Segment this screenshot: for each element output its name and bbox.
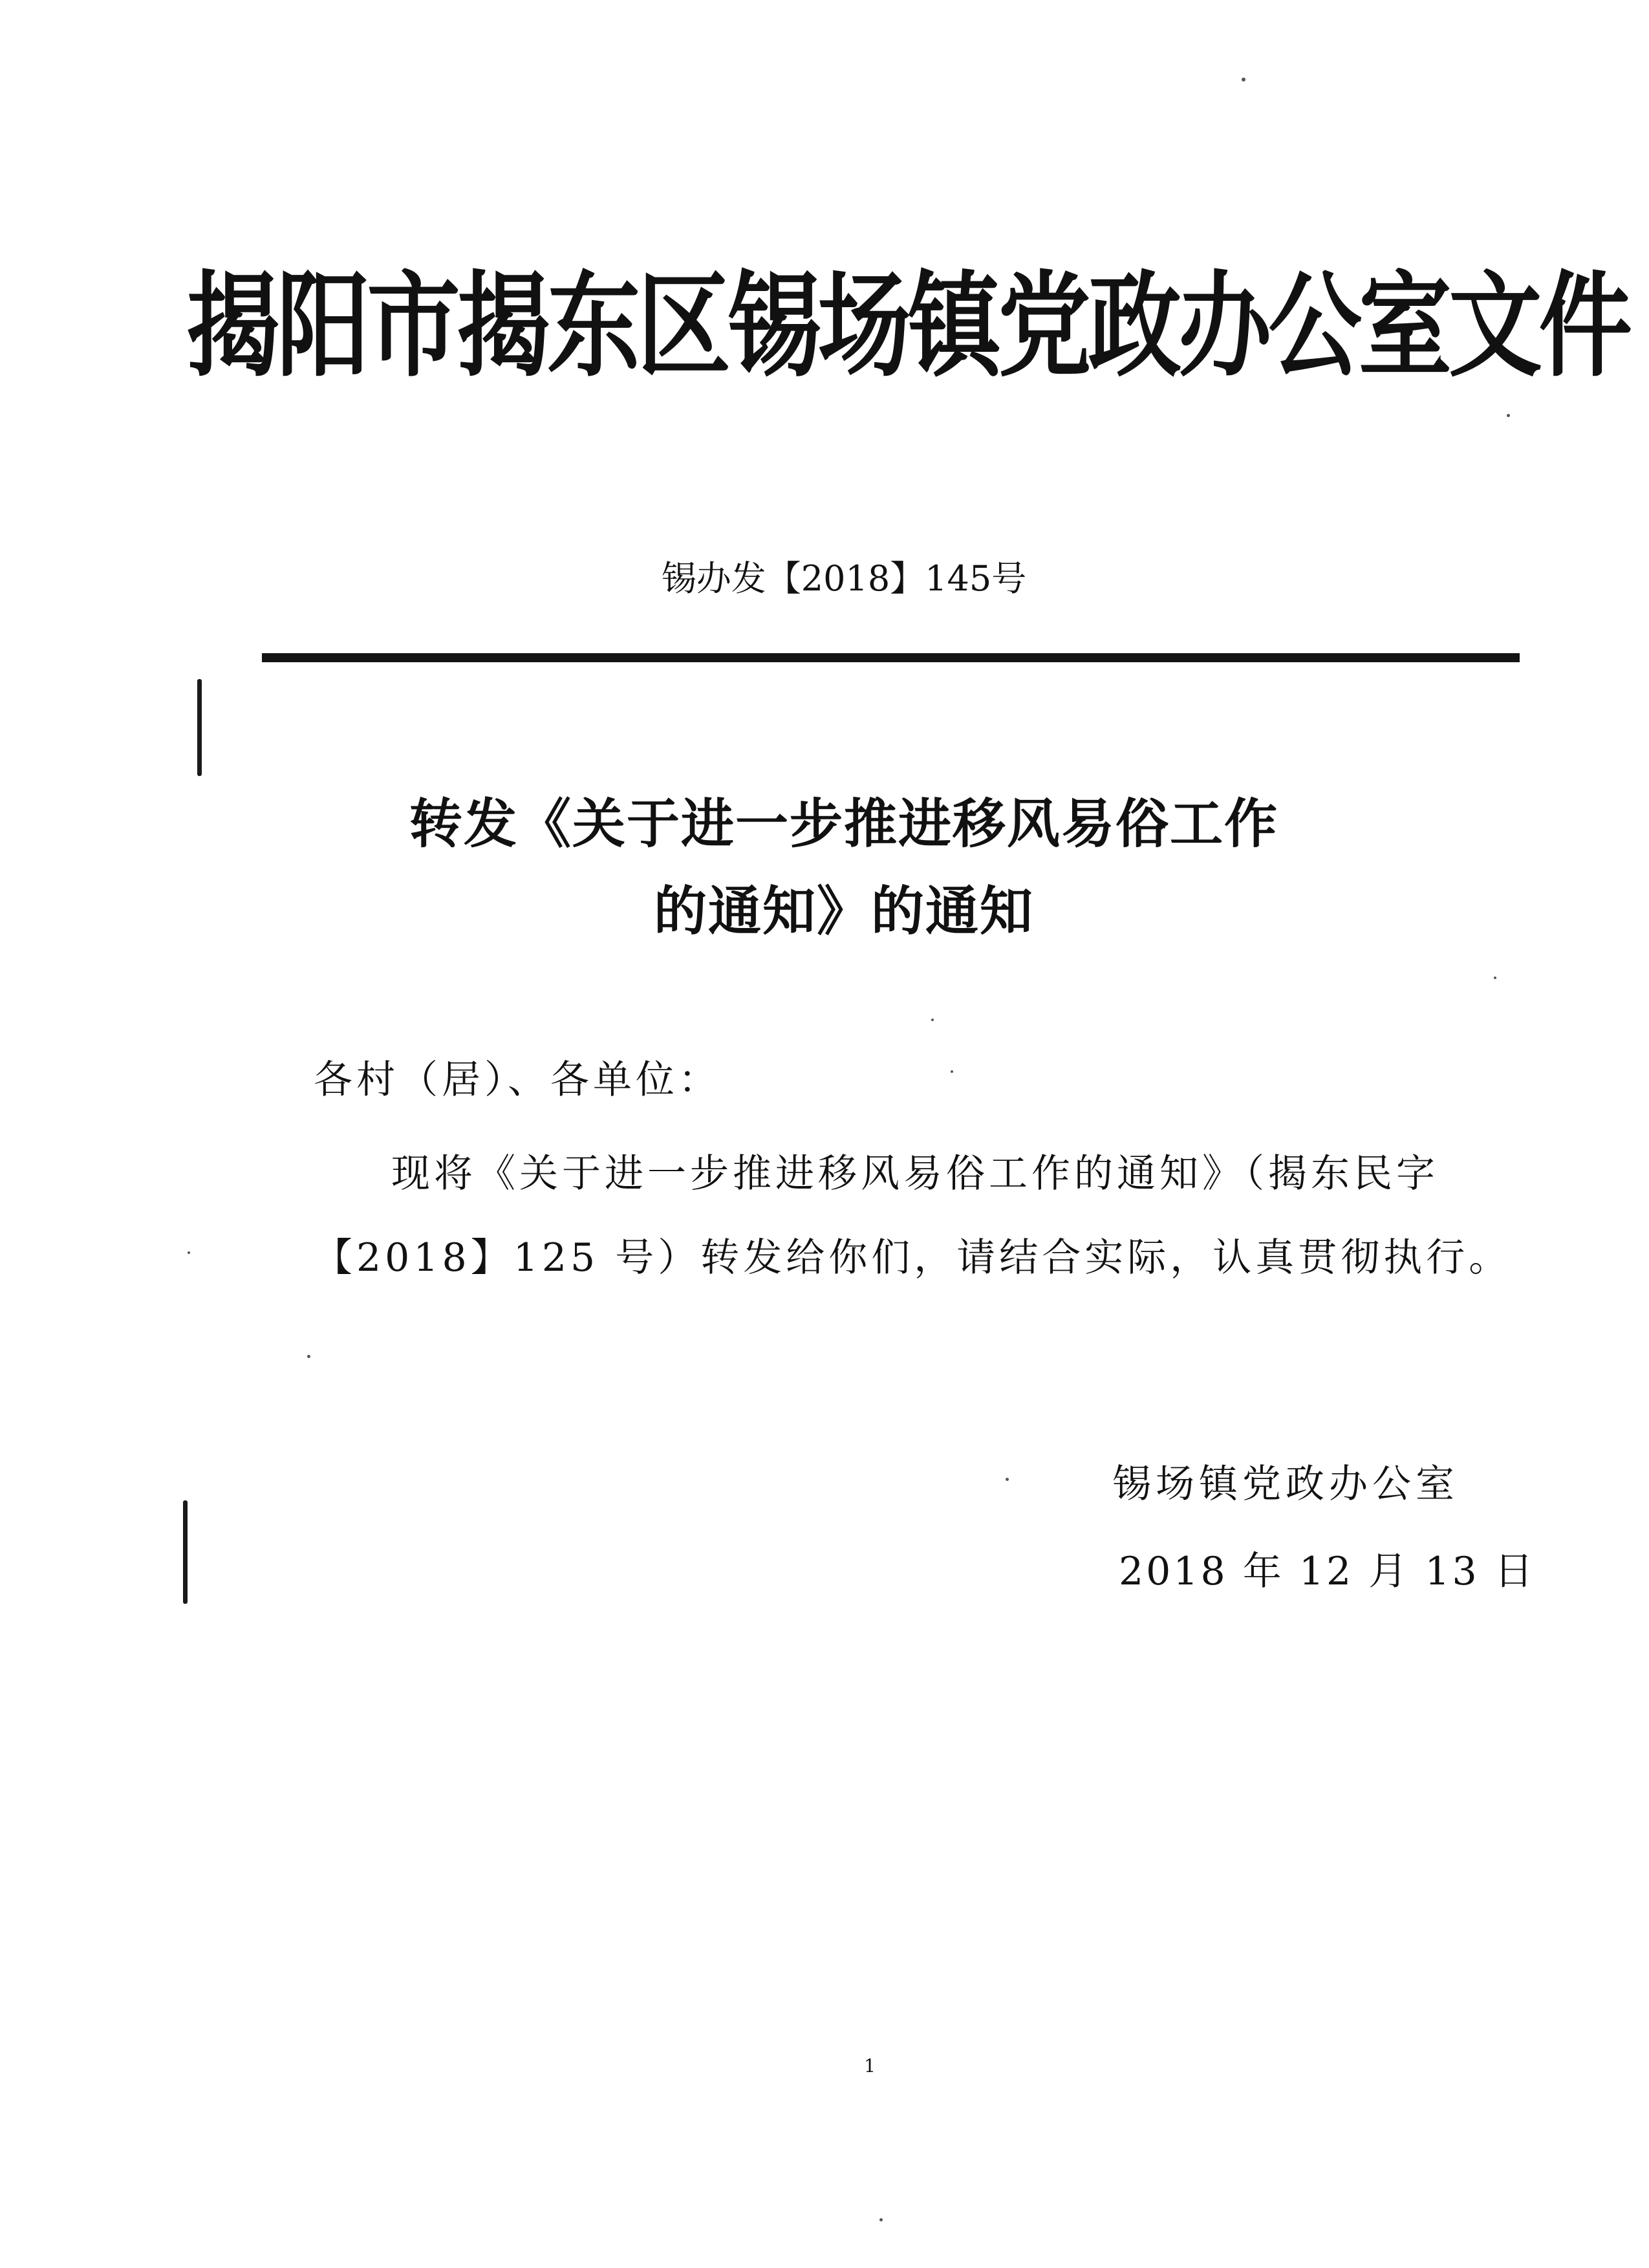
page-number: 1: [864, 2055, 876, 2077]
scan-speck: [879, 2218, 883, 2221]
document-number: 锡办发【2018】145号: [661, 558, 1027, 599]
document-masthead: 揭阳市揭东区锡场镇党政办公室文件: [186, 260, 1630, 393]
binding-mark: [183, 1500, 188, 1604]
salutation: 各村（居）、各单位：: [314, 1057, 721, 1103]
body-paragraph-line-1: 现将《关于进一步推进移风易俗工作的通知》（揭东民字: [391, 1151, 1439, 1196]
binding-mark: [197, 679, 202, 776]
scan-speck: [1507, 414, 1510, 417]
header-divider-rule: [262, 653, 1520, 662]
scan-speck: [931, 1019, 934, 1021]
signature-organization: 锡场镇党政办公室: [1112, 1462, 1459, 1507]
document-title-line-2: 的通知》的通知: [653, 881, 1034, 942]
document-title-line-1: 转发《关于进一步推进移风易俗工作: [409, 794, 1278, 855]
scan-speck: [951, 1070, 953, 1073]
scan-speck: [1494, 977, 1496, 979]
body-paragraph-line-2: 【2018】125 号）转发给你们，请结合实际，认真贯彻执行。: [314, 1235, 1512, 1280]
scan-speck: [188, 1251, 190, 1254]
scan-speck: [307, 1355, 310, 1358]
scan-speck: [1242, 78, 1245, 81]
signature-date: 2018 年 12 月 13 日: [1119, 1549, 1536, 1594]
scan-speck: [1006, 1478, 1009, 1481]
